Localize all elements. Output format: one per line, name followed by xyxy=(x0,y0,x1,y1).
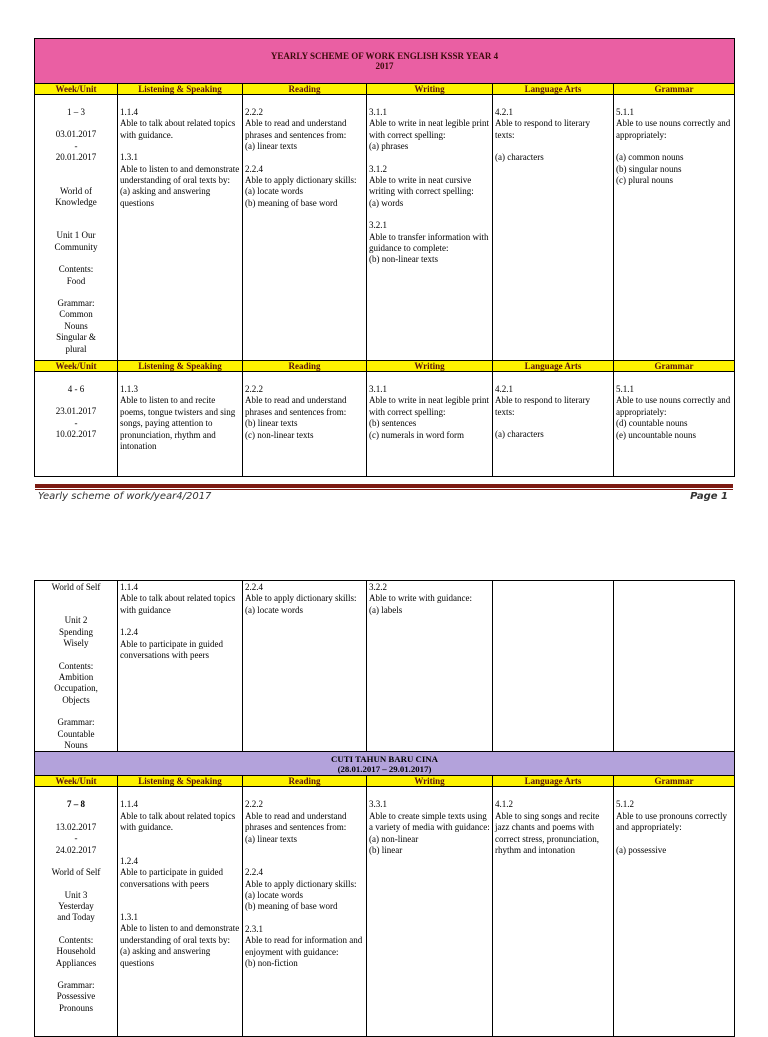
table-row xyxy=(35,787,735,1037)
language-arts-cell: 4.2.1 Able to respond to literary texts: (a) characters xyxy=(493,95,614,361)
language-arts-cell: 4.1.2 Able to sing songs and recite jazz chants and poems with correct stress, pronunciation, rhythm and intonation xyxy=(493,787,614,1037)
header-week-unit: Week/Unit xyxy=(35,84,118,95)
header-language-arts: Language Arts xyxy=(493,84,614,95)
language-arts-cell xyxy=(493,581,614,752)
holiday-dates: (28.01.2017 – 29.01.2017) xyxy=(337,763,432,774)
grammar-cell: 5.1.1 Able to use nouns correctly and appropriately: (d) countable nouns (e) uncountable nouns xyxy=(614,372,735,477)
week-unit-cell: 1 – 3 03.01.2017 - 20.01.2017 World of Knowledge Unit 1 Our Community Contents: Food Grammar: Common Nouns Singular & plural xyxy=(35,95,118,361)
reading-cell: 2.2.2 Able to read and understand phrases and sentences from: (a) linear texts 2.2.4 Able to apply dictionary skills: (a) locate words (b) meaning of base word 2.3.1 Able to read for information and enjoyment with guidance: (b) non-fiction xyxy=(243,787,367,1037)
header-listening-speaking: Listening & Speaking xyxy=(118,84,243,95)
date-start: 03.01.2017 xyxy=(55,129,97,140)
footer-rule-thin xyxy=(35,489,733,490)
holiday-title: CUTI TAHUN BARU CINA xyxy=(331,753,438,764)
column-header-row xyxy=(35,84,735,95)
header-grammar: Grammar xyxy=(614,84,735,95)
column-header-row: Week/Unit Listening & Speaking Reading Writing Language Arts Grammar xyxy=(35,361,735,372)
title-cell xyxy=(35,39,735,84)
document-title: YEARLY SCHEME OF WORK ENGLISH KSSR YEAR 4 2017 xyxy=(270,50,499,71)
footer-document-name: Yearly scheme of work/year4/2017 xyxy=(38,491,212,502)
reading-cell: 2.2.2 Able to read and understand phrases and sentences from: (a) linear texts 2.2.4 Able to apply dictionary skills: (a) locate words (b) meaning of base word xyxy=(243,95,367,361)
grammar-cell xyxy=(614,581,735,752)
reading-cell: 2.2.4 Able to apply dictionary skills: (a) locate words xyxy=(243,581,367,752)
date-end: 20.01.2017 xyxy=(55,152,97,163)
footer-page-number: Page 1 xyxy=(690,491,728,502)
header-reading: Reading xyxy=(243,84,367,95)
language-arts-cell: 4.2.1 Able to respond to literary texts: (a) characters xyxy=(493,372,614,477)
table-row xyxy=(35,372,735,477)
scheme-table-page1 xyxy=(34,38,735,477)
unit-name: Unit 1 Our Community xyxy=(54,230,98,252)
listening-speaking-cell: 1.1.4 Able to talk about related topics with guidance. 1.3.1 Able to listen to and demonstrate understanding of oral texts by: (a) asking and answering questions xyxy=(118,95,243,361)
listening-speaking-cell: 1.1.4 Able to talk about related topics with guidance 1.2.4 Able to participate in guided conversations with peers xyxy=(118,581,243,752)
writing-cell: 3.1.1 Able to write in neat legible print with correct spelling: (b) sentences (c) numerals in word form xyxy=(367,372,493,477)
table-row xyxy=(35,95,735,361)
writing-cell: 3.3.1 Able to create simple texts using a variety of media with guidance: (a) non-linear (b) linear xyxy=(367,787,493,1037)
week-unit-cell: World of Self Unit 2 Spending Wisely Contents: Ambition Occupation, Objects Grammar: Countable Nouns xyxy=(35,581,118,752)
scheme-table-page2 xyxy=(34,580,735,1037)
grammar-focus: Grammar: Common Nouns Singular & plural xyxy=(56,298,96,354)
reading-cell: 2.2.2 Able to read and understand phrases and sentences from: (b) linear texts (c) non-linear texts xyxy=(243,372,367,477)
listening-speaking-cell: 1.1.4 Able to talk about related topics with guidance. 1.2.4 Able to participate in guided conversations with peers 1.3.1 Able to listen to and demonstrate understanding of oral texts by: (a) asking and answering questions xyxy=(118,787,243,1037)
theme: World of Knowledge xyxy=(55,185,97,208)
header-writing: Writing xyxy=(367,84,493,95)
week-range: 1 – 3 xyxy=(67,107,85,117)
writing-cell: 3.1.1 Able to write in neat legible print with correct spelling: (a) phrases 3.1.2 Able to write in neat cursive writing with correct spelling: (a) words 3.2.1 Able to transfer information with guidance to complete: (b) non-linear texts xyxy=(367,95,493,361)
grammar-cell: 5.1.2 Able to use pronouns correctly and appropriately: (a) possessive xyxy=(614,787,735,1037)
contents: Contents: Food xyxy=(58,264,94,286)
column-header-row: Week/Unit Listening & Speaking Reading Writing Language Arts Grammar xyxy=(35,776,735,787)
week-unit-cell: 7 – 8 13.02.2017 - 24.02.2017 World of Self Unit 3 Yesterday and Today Contents: Household Appliances Grammar: Possessive Pronouns xyxy=(35,787,118,1037)
grammar-cell: 5.1.1 Able to use nouns correctly and appropriately: (a) common nouns (b) singular nouns (c) plural nouns xyxy=(614,95,735,361)
holiday-banner xyxy=(35,752,735,776)
table-row xyxy=(35,581,735,752)
writing-cell: 3.2.2 Able to write with guidance: (a) labels xyxy=(367,581,493,752)
footer-rule xyxy=(35,484,733,488)
listening-speaking-cell: 1.1.3 Able to listen to and recite poems, tongue twisters and sing songs, paying attention to pronunciation, rhythm and intonation xyxy=(118,372,243,477)
week-unit-cell: 4 - 6 23.01.2017 - 10.02.2017 xyxy=(35,372,118,477)
